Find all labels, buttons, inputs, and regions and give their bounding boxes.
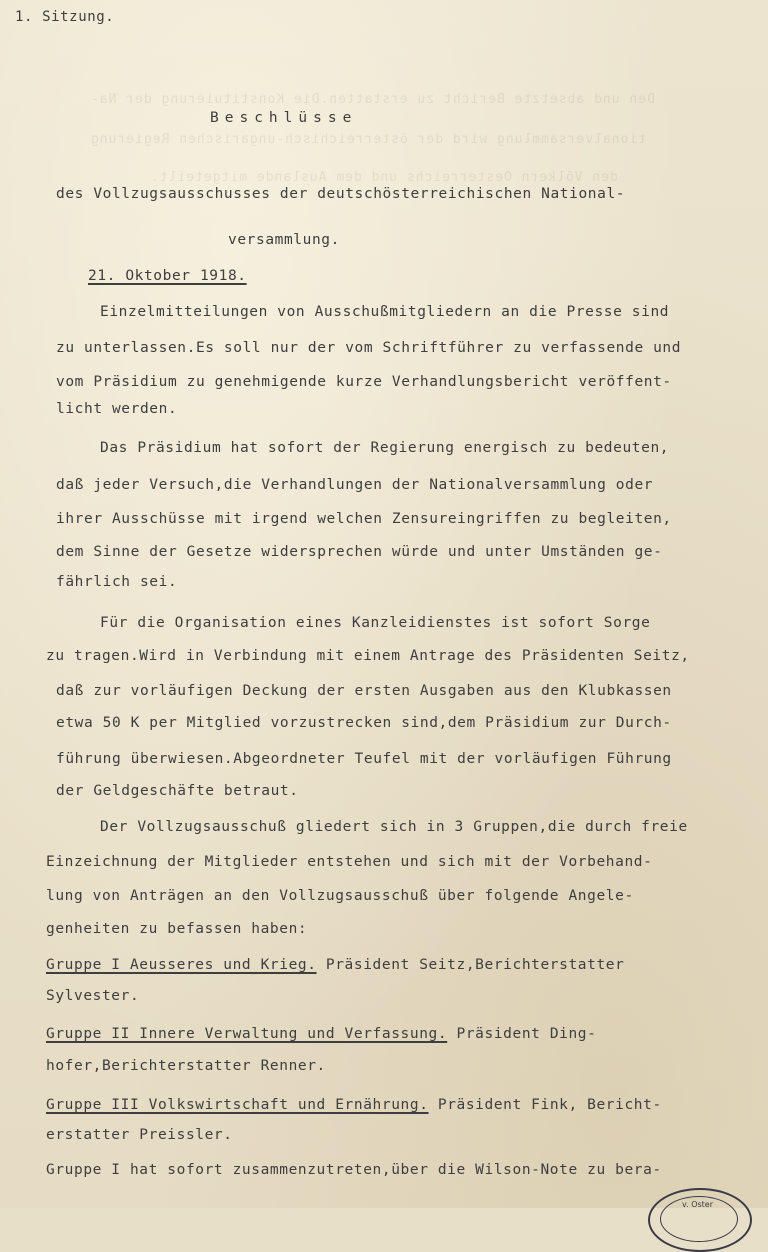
body-line: etwa 50 K per Mitglied vorzustrecken sind,dem Präsidium zur Durch-: [56, 715, 672, 731]
group-1-line: [46, 958, 624, 973]
body-line: Einzelmitteilungen von Ausschußmitgliedern an die Presse sind: [100, 304, 670, 320]
body-line: ihrer Ausschüsse mit irgend welchen Zensureingriffen zu begleiten,: [56, 511, 672, 527]
body-line: lung von Anträgen an den Vollzugsausschuß über folgende Angele-: [46, 888, 634, 904]
document-title: Beschlüsse: [210, 110, 358, 126]
group-2-details: Präsident Ding-: [447, 1026, 597, 1042]
group-3-line: [46, 1098, 662, 1113]
group-3-heading: Gruppe III Volkswirtschaft und Ernährung.: [46, 1097, 429, 1113]
session-number: 1. Sitzung.: [15, 9, 115, 25]
bleed-through-line: Den und absetzte Bericht zu erstatten.Die Konstituierung der Na-: [90, 92, 655, 107]
body-line: genheiten zu befassen haben:: [46, 921, 308, 937]
body-line: führung überwiesen.Abgeordneter Teufel mit der vorläufigen Führung: [56, 751, 672, 767]
bleed-through-line: tionalversammlung wird der österreichisch-ungarischen Regierung: [90, 132, 647, 147]
body-line: dem Sinne der Gesetze widersprechen würde und unter Umständen ge-: [56, 544, 663, 560]
group-2-heading: Gruppe II Innere Verwaltung und Verfassung.: [46, 1026, 448, 1042]
archive-stamp-text: v. Oster: [682, 1200, 714, 1209]
body-line: der Geldgeschäfte betraut.: [56, 783, 299, 799]
group-1-details: Präsident Seitz,Berichterstatter: [316, 957, 625, 973]
subtitle-line: versammlung.: [228, 232, 340, 248]
body-line: Der Vollzugsausschuß gliedert sich in 3 Gruppen,die durch freie: [100, 819, 688, 835]
group-3-continuation: erstatter Preissler.: [46, 1127, 233, 1143]
body-line: Gruppe I hat sofort zusammenzutreten,über die Wilson-Note zu bera-: [46, 1162, 662, 1178]
group-1-continuation: Sylvester.: [46, 988, 140, 1004]
subtitle-line: des Vollzugsausschusses der deutschösterreichischen National-: [56, 186, 626, 202]
body-line: zu unterlassen.Es soll nur der vom Schriftführer zu verfassende und: [56, 340, 682, 356]
group-2-continuation: hofer,Berichterstatter Renner.: [46, 1058, 326, 1074]
body-line: Für die Organisation eines Kanzleidienstes ist sofort Sorge: [100, 615, 651, 631]
body-line: licht werden.: [56, 401, 178, 417]
body-line: Das Präsidium hat sofort der Regierung energisch zu bedeuten,: [100, 440, 670, 456]
group-2-line: [46, 1027, 596, 1042]
body-line: Einzeichnung der Mitglieder entstehen und sich mit der Vorbehand-: [46, 854, 653, 870]
bleed-through-line: den Völkern Oesterreichs und dem Auslande mitgeteilt.: [150, 170, 618, 185]
body-line: vom Präsidium zu genehmigende kurze Verhandlungsbericht veröffent-: [56, 374, 672, 390]
body-line: zu tragen.Wird in Verbindung mit einem Antrage des Präsidenten Seitz,: [46, 648, 690, 664]
body-line: daß jeder Versuch,die Verhandlungen der Nationalversammlung oder: [56, 477, 654, 493]
body-line: daß zur vorläufigen Deckung der ersten Ausgaben aus den Klubkassen: [56, 683, 672, 699]
group-3-details: Präsident Fink, Bericht-: [428, 1097, 662, 1113]
body-line: fährlich sei.: [56, 574, 178, 590]
group-1-heading: Gruppe I Aeusseres und Krieg.: [46, 957, 317, 973]
meeting-date: 21. Oktober 1918.: [88, 268, 247, 284]
